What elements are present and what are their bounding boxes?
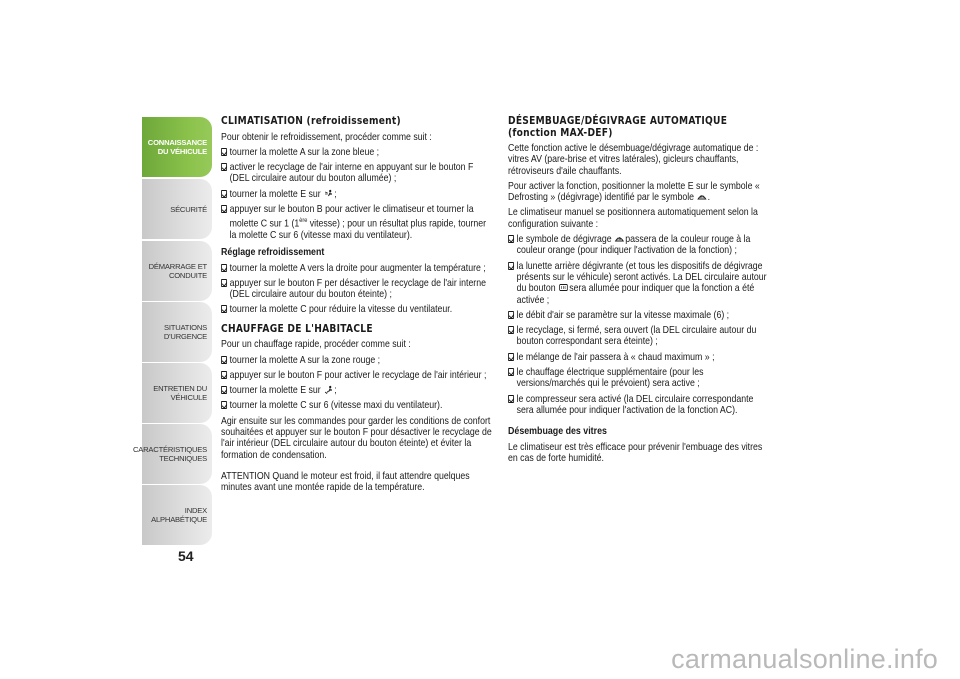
list-item: tourner la molette A sur la zone rouge ;: [221, 355, 493, 366]
list-item: tourner la molette E sur ;: [221, 385, 493, 396]
list-item: la lunette arrière dégivrante (et tous les dispositifs de dégivrage présents sur le véhicule) seront activés. La DEL circulaire autour du bouton sera allumée pour indiquer que la fonction a été activée ;: [508, 261, 772, 306]
list-item: appuyer sur le bouton B pour activer le climatiseur et tourner la molette C sur 1 (1ère vitesse) ; pour un résultat plus rapide, tourner la molette C sur 6 (vitesse maxi du ventilateur).: [221, 204, 493, 241]
vent-face-feet-icon: [324, 385, 333, 394]
list-item: le symbole de dégivrage passera de la couleur rouge à la couleur orange (pour indiquer l'activation de la fonction) ;: [508, 234, 772, 257]
list-item: tourner la molette C pour réduire la vitesse du ventilateur.: [221, 304, 493, 315]
paragraph-fonction: Cette fonction active le désembuage/dégivrage automatique de : vitres AV (pare-brise et vitres latérales), gicleurs chauffants, rétroviseurs d'aile chauffants.: [508, 143, 759, 177]
list-item: le chauffage électrique supplémentaire (pour les versions/marchés qui le prévoient) sera active ;: [508, 367, 772, 390]
heading-desembuage-automatique: DÉSEMBUAGE/DÉGIVRAGE AUTOMATIQUE (fonction MAX-DEF): [508, 115, 728, 139]
checkbox-bullet-icon: [221, 190, 227, 198]
page-number: 54: [178, 548, 194, 564]
checkbox-bullet-icon: [508, 395, 514, 403]
list-item: le recyclage, si fermé, sera ouvert (la DEL circulaire autour du bouton correspondant sera éteinte) ;: [508, 325, 772, 348]
tab-entretien-vehicule[interactable]: ENTRETIEN DU VÉHICULE: [142, 363, 212, 423]
intro-chauffage: Pour un chauffage rapide, procéder comme suit :: [221, 339, 411, 351]
rear-window-defrost-icon: [559, 283, 568, 292]
right-column: [508, 116, 772, 468]
checkbox-bullet-icon: [221, 371, 227, 379]
checkbox-bullet-icon: [508, 311, 514, 319]
list-item: le débit d'air se paramètre sur la vitesse maximale (6) ;: [508, 310, 772, 321]
checkbox-bullet-icon: [221, 279, 227, 287]
tab-connaissance-vehicule[interactable]: CONNAISSANCE DU VÉHICULE: [142, 117, 212, 177]
heading-climatisation: CLIMATISATION (refroidissement): [221, 115, 401, 127]
windshield-defrost-icon: [615, 234, 624, 243]
chapter-sidebar: [132, 117, 212, 545]
tab-securite[interactable]: SÉCURITÉ: [142, 179, 212, 239]
tab-situations-urgence[interactable]: SITUATIONS D'URGENCE: [142, 302, 212, 362]
paragraph-activer: Pour activer la fonction, positionner la molette E sur le symbole « Defrosting » (dégivrage) identifié par le symbole .: [508, 180, 760, 204]
checkbox-bullet-icon: [221, 386, 227, 394]
list-item: le mélange de l'air passera à « chaud maximum » ;: [508, 352, 772, 363]
left-column: [221, 116, 493, 498]
paragraph-confort: Agir ensuite sur les commandes pour garder les conditions de confort souhaitées et appuyer sur le bouton F pour désactiver le recyclage de l'air intérieur (DEL circulaire autour du bouton éteinte) et éviter la formation de condensation.: [221, 415, 492, 461]
subheading-reglage-refroidissement: Réglage refroidissement: [221, 247, 325, 259]
checkbox-bullet-icon: [508, 353, 514, 361]
checkbox-bullet-icon: [508, 368, 514, 376]
tab-index-alphabetique[interactable]: INDEX ALPHABÉTIQUE: [142, 485, 212, 545]
list-item: tourner la molette A vers la droite pour augmenter la température ;: [221, 263, 493, 274]
paragraph-humidite: Le climatiseur est très efficace pour prévenir l'embuage des vitres en cas de forte humidité.: [508, 441, 763, 464]
tab-caracteristiques-techniques[interactable]: CARACTÉRISTIQUES TECHNIQUES: [142, 424, 212, 484]
checkbox-bullet-icon: [508, 262, 514, 270]
checkbox-bullet-icon: [221, 356, 227, 364]
list-item: appuyer sur le bouton F per désactiver le recyclage de l'air interne (DEL circulaire autour du bouton éteinte) ;: [221, 278, 493, 301]
vent-face-icon: [324, 189, 333, 198]
tab-demarrage-conduite[interactable]: DÉMARRAGE ET CONDUITE: [142, 241, 212, 301]
list-item: tourner la molette A sur la zone bleue ;: [221, 147, 493, 158]
heading-chauffage-habitacle: CHAUFFAGE DE L'HABITACLE: [221, 322, 373, 335]
list-item: appuyer sur le bouton F pour activer le recyclage de l'air intérieur ;: [221, 370, 493, 381]
list-item: le compresseur sera activé (la DEL circulaire correspondante sera allumée pour indiquer l'activation de la fonction AC).: [508, 394, 772, 417]
checkbox-bullet-icon: [221, 163, 227, 171]
paragraph-configuration: Le climatiseur manuel se positionnera automatiquement selon la configuration suivante :: [508, 207, 758, 230]
list-item: activer le recyclage de l'air interne en appuyant sur le bouton F (DEL circulaire autour du bouton allumée) ;: [221, 162, 493, 185]
list-item: tourner la molette C sur 6 (vitesse maxi du ventilateur).: [221, 400, 493, 411]
paragraph-attention: ATTENTION Quand le moteur est froid, il faut attendre quelques minutes avant une montée rapide de la température.: [221, 470, 470, 494]
list-item: tourner la molette E sur ;: [221, 189, 493, 200]
checkbox-bullet-icon: [221, 401, 227, 409]
checkbox-bullet-icon: [221, 148, 227, 156]
watermark-text: carmanualsonline.info: [671, 644, 938, 674]
windshield-defrost-icon: [697, 192, 706, 201]
checkbox-bullet-icon: [508, 235, 514, 243]
checkbox-bullet-icon: [221, 305, 227, 313]
checkbox-bullet-icon: [221, 264, 227, 272]
intro-refroidissement: Pour obtenir le refroidissement, procéder comme suit :: [221, 131, 432, 143]
checkbox-bullet-icon: [221, 205, 227, 213]
checkbox-bullet-icon: [508, 326, 514, 334]
subheading-desembuage-vitres: Désembuage des vitres: [508, 426, 607, 438]
